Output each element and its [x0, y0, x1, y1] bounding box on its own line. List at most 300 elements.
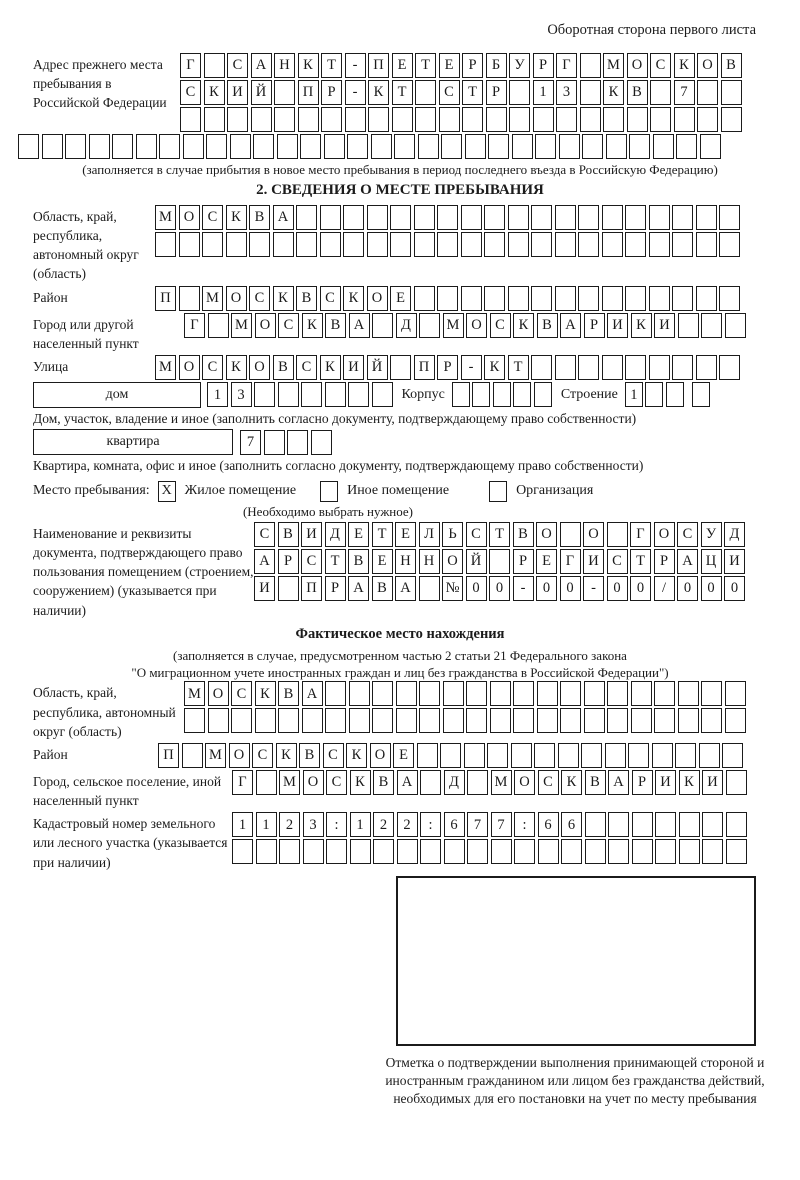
char-cell: В	[373, 770, 394, 795]
char-cell	[607, 522, 628, 547]
char-cell: У	[701, 522, 722, 547]
char-cell: 3	[231, 382, 252, 407]
char-cell	[439, 107, 460, 132]
char-cell	[418, 134, 439, 159]
char-cell: И	[702, 770, 723, 795]
caption-fact-1: (заполняется в случае, предусмотренном частью 2 статьи 21 Федерального закона	[173, 647, 627, 663]
char-cell	[649, 232, 670, 257]
label-stroenie: Строение	[560, 386, 618, 402]
char-cell: Р	[584, 313, 605, 338]
char-cell: 7	[491, 812, 512, 837]
grid-oblast-row1	[155, 205, 740, 230]
char-cell: А	[397, 770, 418, 795]
char-cell: Т	[372, 522, 393, 547]
dom-field-box: дом	[33, 382, 201, 408]
char-cell	[437, 205, 458, 230]
char-cell	[349, 681, 370, 706]
document-block	[18, 522, 800, 620]
char-cell: Е	[392, 53, 413, 78]
char-cell	[443, 681, 464, 706]
char-cell	[437, 286, 458, 311]
label-prev-address: Адрес прежнего места пребывания в Российской Федерации	[33, 57, 167, 111]
char-cell	[581, 743, 602, 768]
char-cell	[204, 53, 225, 78]
char-cell: С	[607, 549, 628, 574]
char-cell	[555, 355, 576, 380]
char-cell: О	[179, 355, 200, 380]
grid-kvartira	[240, 430, 332, 455]
char-cell	[533, 107, 554, 132]
char-cell	[206, 134, 227, 159]
char-cell: Б	[486, 53, 507, 78]
char-cell	[697, 107, 718, 132]
grid-fact-oblast-row2	[184, 708, 746, 733]
char-cell	[632, 812, 653, 837]
char-cell: С	[231, 681, 252, 706]
char-cell: Е	[395, 522, 416, 547]
char-cell	[320, 205, 341, 230]
char-cell	[184, 708, 205, 733]
char-cell: П	[155, 286, 176, 311]
char-cell: С	[301, 549, 322, 574]
char-cell: Е	[348, 522, 369, 547]
char-cell: В	[296, 286, 317, 311]
char-cell	[367, 232, 388, 257]
char-cell	[274, 80, 295, 105]
char-cell	[89, 134, 110, 159]
label-oblast: Область, край, республика, автономный округ (область)	[33, 208, 139, 282]
char-cell	[649, 286, 670, 311]
char-cell	[417, 743, 438, 768]
char-cell: 1	[232, 812, 253, 837]
char-cell	[461, 232, 482, 257]
char-cell	[605, 743, 626, 768]
char-cell	[65, 134, 86, 159]
char-cell: Е	[390, 286, 411, 311]
char-cell: М	[202, 286, 223, 311]
char-cell: Г	[630, 522, 651, 547]
checkbox-inoe-pomeshchenie	[320, 481, 338, 502]
char-cell	[537, 708, 558, 733]
char-cell	[625, 232, 646, 257]
fact-oblast-block	[18, 681, 800, 740]
char-cell	[345, 107, 366, 132]
char-cell	[396, 681, 417, 706]
char-cell: 1	[533, 80, 554, 105]
char-cell: Т	[462, 80, 483, 105]
raion-row	[18, 286, 800, 311]
char-cell	[343, 205, 364, 230]
char-cell: В	[348, 549, 369, 574]
char-cell: К	[368, 80, 389, 105]
char-cell	[298, 107, 319, 132]
label-raion: Район	[33, 289, 68, 305]
header-note: Оборотная сторона первого листа	[547, 22, 756, 38]
char-cell	[461, 286, 482, 311]
char-cell	[531, 355, 552, 380]
char-cell: И	[607, 313, 628, 338]
char-cell	[443, 708, 464, 733]
char-cell	[204, 107, 225, 132]
char-cell: В	[249, 205, 270, 230]
char-cell: Р	[437, 355, 458, 380]
residence-type-row	[33, 481, 800, 502]
char-cell	[602, 232, 623, 257]
char-cell	[202, 232, 223, 257]
char-cell: О	[536, 522, 557, 547]
char-cell	[484, 232, 505, 257]
char-cell: 7	[674, 80, 695, 105]
char-cell	[721, 80, 742, 105]
caption-fact-2: "О миграционном учете иностранных граждан и лиц без гражданства в Российской Федерации")	[131, 664, 669, 680]
char-cell: О	[654, 522, 675, 547]
char-cell: П	[368, 53, 389, 78]
grid-document-row1	[254, 522, 745, 547]
char-cell	[490, 708, 511, 733]
char-cell: А	[560, 313, 581, 338]
char-cell: 0	[489, 576, 510, 601]
char-cell: -	[461, 355, 482, 380]
char-cell	[278, 708, 299, 733]
char-cell	[367, 205, 388, 230]
char-cell	[256, 839, 277, 864]
label-document: Наименование и реквизиты документа, подтверждающего право пользования помещением (строением, сооружением) (указывается при наличии)	[33, 525, 254, 618]
fact-gorod-row	[18, 770, 800, 810]
char-cell: К	[346, 743, 367, 768]
char-cell	[702, 812, 723, 837]
char-cell	[580, 53, 601, 78]
char-cell	[696, 232, 717, 257]
char-cell	[666, 382, 684, 407]
char-cell	[655, 839, 676, 864]
char-cell	[726, 839, 747, 864]
char-cell	[582, 134, 603, 159]
char-cell	[300, 134, 321, 159]
char-cell	[578, 232, 599, 257]
char-cell	[608, 839, 629, 864]
char-cell: Т	[489, 522, 510, 547]
char-cell	[558, 743, 579, 768]
char-cell	[560, 708, 581, 733]
char-cell: Й	[251, 80, 272, 105]
char-cell	[585, 812, 606, 837]
char-cell	[702, 839, 723, 864]
char-cell: К	[350, 770, 371, 795]
char-cell: М	[184, 681, 205, 706]
char-cell	[273, 232, 294, 257]
char-cell	[513, 382, 531, 407]
char-cell	[419, 313, 440, 338]
kvartira-field-box: квартира	[33, 429, 233, 455]
grid-oblast-row2	[155, 232, 740, 257]
char-cell: К	[276, 743, 297, 768]
char-cell: С	[202, 205, 223, 230]
prev-address-block	[18, 53, 800, 132]
char-cell: -	[513, 576, 534, 601]
char-cell	[726, 770, 747, 795]
char-cell	[655, 812, 676, 837]
grid-ulitsa	[155, 355, 740, 380]
char-cell	[534, 743, 555, 768]
char-cell	[491, 839, 512, 864]
char-cell: 0	[701, 576, 722, 601]
oblast-block	[18, 205, 800, 284]
char-cell: Т	[415, 53, 436, 78]
char-cell: О	[466, 313, 487, 338]
char-cell	[719, 205, 740, 230]
grid-kadastr-row1	[232, 812, 747, 837]
char-cell	[372, 681, 393, 706]
char-cell	[490, 681, 511, 706]
char-cell: К	[561, 770, 582, 795]
char-cell: К	[226, 355, 247, 380]
char-cell	[654, 681, 675, 706]
char-cell	[513, 681, 534, 706]
char-cell	[697, 80, 718, 105]
char-cell	[701, 681, 722, 706]
char-cell	[514, 839, 535, 864]
char-cell	[678, 708, 699, 733]
char-cell: М	[443, 313, 464, 338]
char-cell	[278, 382, 299, 407]
char-cell	[368, 107, 389, 132]
char-cell	[509, 107, 530, 132]
char-cell	[603, 107, 624, 132]
char-cell	[254, 382, 275, 407]
char-cell: Е	[439, 53, 460, 78]
char-cell	[278, 576, 299, 601]
char-cell: С	[490, 313, 511, 338]
char-cell: Н	[419, 549, 440, 574]
char-cell: М	[155, 205, 176, 230]
char-cell: Т	[321, 53, 342, 78]
char-cell	[394, 134, 415, 159]
char-cell: О	[367, 286, 388, 311]
char-cell: В	[278, 522, 299, 547]
char-cell	[396, 708, 417, 733]
char-cell: О	[179, 205, 200, 230]
char-cell	[419, 576, 440, 601]
char-cell: В	[299, 743, 320, 768]
label-fact-gorod: Город, сельское поселение, иной населенный пункт	[33, 773, 222, 809]
char-cell	[390, 232, 411, 257]
label-kadastr: Кадастровый номер земельного или лесного участка (указывается при наличии)	[33, 816, 228, 870]
char-cell: О	[303, 770, 324, 795]
char-cell: М	[603, 53, 624, 78]
char-cell: К	[204, 80, 225, 105]
char-cell	[672, 355, 693, 380]
char-cell: -	[345, 80, 366, 105]
char-cell	[652, 743, 673, 768]
char-cell	[350, 839, 371, 864]
char-cell: Д	[396, 313, 417, 338]
char-cell	[279, 839, 300, 864]
grid-kadastr-row2	[232, 839, 747, 864]
char-cell	[625, 205, 646, 230]
char-cell	[585, 839, 606, 864]
char-cell: К	[679, 770, 700, 795]
char-cell: С	[650, 53, 671, 78]
char-cell	[371, 134, 392, 159]
char-cell	[414, 286, 435, 311]
char-cell	[296, 232, 317, 257]
char-cell: 0	[607, 576, 628, 601]
char-cell	[249, 232, 270, 257]
char-cell	[349, 708, 370, 733]
char-cell	[437, 232, 458, 257]
char-cell: Г	[556, 53, 577, 78]
char-cell: -	[583, 576, 604, 601]
char-cell: А	[348, 576, 369, 601]
char-cell: В	[372, 576, 393, 601]
char-cell	[390, 355, 411, 380]
char-cell: И	[654, 313, 675, 338]
char-cell	[484, 286, 505, 311]
char-cell	[602, 286, 623, 311]
char-cell	[531, 286, 552, 311]
char-cell: Ь	[442, 522, 463, 547]
char-cell: О	[697, 53, 718, 78]
caption-dom: Дом, участок, владение и иное (заполнить согласно документу, подтверждающему право собственности)	[33, 410, 637, 426]
char-cell	[326, 839, 347, 864]
char-cell: А	[395, 576, 416, 601]
char-cell	[627, 107, 648, 132]
char-cell: Р	[462, 53, 483, 78]
char-cell	[701, 708, 722, 733]
char-cell: О	[226, 286, 247, 311]
char-cell	[419, 708, 440, 733]
char-cell: К	[603, 80, 624, 105]
char-cell: В	[627, 80, 648, 105]
char-cell: А	[302, 681, 323, 706]
char-cell	[392, 107, 413, 132]
char-cell	[373, 839, 394, 864]
char-cell	[534, 382, 552, 407]
residence-title: Место пребывания:	[33, 483, 150, 499]
char-cell	[415, 107, 436, 132]
char-cell	[227, 107, 248, 132]
fact-raion-row	[18, 743, 800, 768]
char-cell	[159, 134, 180, 159]
grid-document-row2	[254, 549, 745, 574]
char-cell: 6	[444, 812, 465, 837]
char-cell: У	[509, 53, 530, 78]
char-cell	[645, 382, 663, 407]
char-cell	[721, 107, 742, 132]
label-ulitsa: Улица	[33, 358, 69, 374]
char-cell	[287, 430, 308, 455]
char-cell: К	[273, 286, 294, 311]
char-cell: К	[226, 205, 247, 230]
char-cell	[372, 313, 393, 338]
char-cell: 1	[256, 812, 277, 837]
char-cell	[466, 708, 487, 733]
char-cell	[325, 681, 346, 706]
char-cell	[390, 205, 411, 230]
char-cell	[578, 355, 599, 380]
char-cell: О	[583, 522, 604, 547]
char-cell	[696, 205, 717, 230]
residence-note: (Необходимо выбрать нужное)	[242, 503, 414, 519]
char-cell	[296, 205, 317, 230]
char-cell	[649, 355, 670, 380]
grid-dom	[207, 382, 393, 407]
char-cell: 0	[466, 576, 487, 601]
label-fact-raion: Район	[33, 746, 68, 762]
char-cell	[535, 134, 556, 159]
char-cell	[602, 355, 623, 380]
char-cell: 3	[303, 812, 324, 837]
char-cell: 6	[538, 812, 559, 837]
char-cell	[675, 743, 696, 768]
char-cell	[414, 232, 435, 257]
char-cell	[208, 708, 229, 733]
char-cell	[420, 770, 441, 795]
section2-title: 2. СВЕДЕНИЯ О МЕСТЕ ПРЕБЫВАНИЯ	[256, 181, 544, 198]
char-cell	[444, 839, 465, 864]
char-cell	[208, 313, 229, 338]
char-cell	[251, 107, 272, 132]
char-cell: -	[345, 53, 366, 78]
char-cell: В	[537, 313, 558, 338]
char-cell: М	[279, 770, 300, 795]
char-cell	[631, 681, 652, 706]
ulitsa-row	[18, 355, 800, 380]
char-cell	[264, 430, 285, 455]
char-cell	[509, 80, 530, 105]
char-cell: К	[255, 681, 276, 706]
char-cell	[722, 743, 743, 768]
char-cell: В	[585, 770, 606, 795]
char-cell: П	[158, 743, 179, 768]
char-cell	[277, 134, 298, 159]
char-cell	[348, 382, 369, 407]
char-cell: И	[343, 355, 364, 380]
char-cell	[679, 839, 700, 864]
char-cell	[531, 205, 552, 230]
label-korpus: Корпус	[401, 386, 445, 402]
char-cell: О	[249, 355, 270, 380]
char-cell: :	[514, 812, 535, 837]
char-cell: 1	[625, 382, 643, 407]
char-cell	[537, 681, 558, 706]
char-cell: Н	[395, 549, 416, 574]
char-cell: С	[254, 522, 275, 547]
gorod-row	[18, 313, 800, 353]
char-cell	[725, 313, 746, 338]
char-cell: А	[251, 53, 272, 78]
char-cell: 0	[724, 576, 745, 601]
char-cell	[701, 313, 722, 338]
char-cell	[343, 232, 364, 257]
char-cell	[42, 134, 63, 159]
char-cell	[512, 134, 533, 159]
char-cell: Р	[321, 80, 342, 105]
char-cell: 1	[207, 382, 228, 407]
char-cell: С	[677, 522, 698, 547]
char-cell	[511, 743, 532, 768]
char-cell	[440, 743, 461, 768]
char-cell	[508, 232, 529, 257]
char-cell	[580, 107, 601, 132]
char-cell: Р	[654, 549, 675, 574]
char-cell: П	[298, 80, 319, 105]
char-cell	[628, 743, 649, 768]
grid-raion	[155, 286, 740, 311]
char-cell: 7	[240, 430, 261, 455]
char-cell	[489, 549, 510, 574]
char-cell	[513, 708, 534, 733]
